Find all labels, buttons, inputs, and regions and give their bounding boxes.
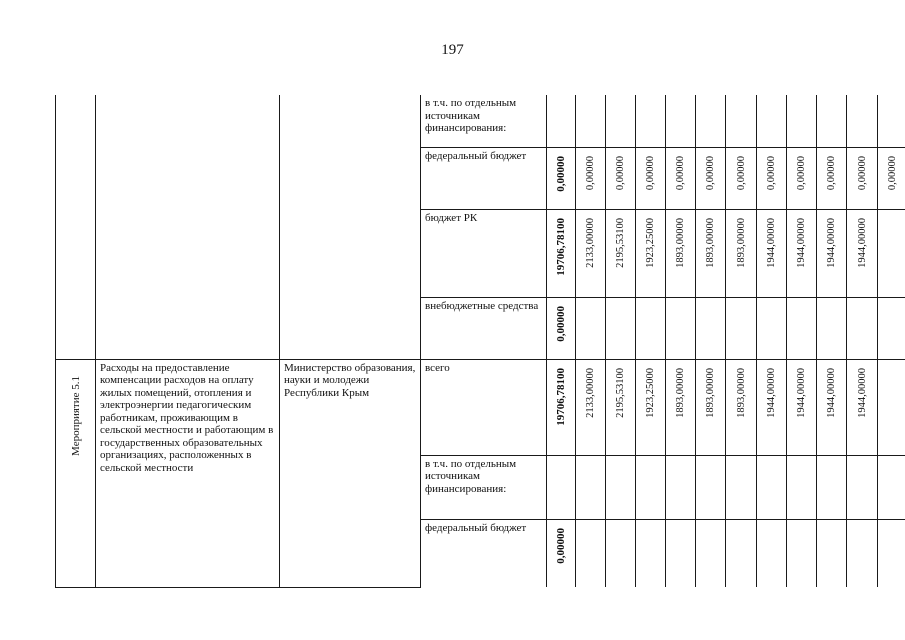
offbudget-label: внебюджетные средства	[425, 299, 539, 312]
federal-year-value: 0,00000	[735, 155, 747, 190]
rk-year-value: 1893,00000	[735, 217, 747, 268]
measure-year-value: 1944,00000	[796, 367, 807, 418]
table-row-measure-total	[56, 359, 905, 455]
rk-year-value: 1944,00000	[856, 217, 868, 268]
measure-year-value: 2195,53100	[615, 367, 626, 418]
offbudget-total: 0,00000	[555, 305, 567, 342]
measure-year-value: 1893,00000	[735, 367, 747, 418]
measure-cell-prev	[56, 95, 96, 359]
page-number: 197	[441, 42, 464, 58]
measure-year-value: 1944,00000	[766, 367, 777, 418]
measure-name: Мероприятие 5.1	[69, 375, 82, 456]
sources-label: в т.ч. по отдельным источникам финансирования:	[425, 97, 517, 134]
measure-executor: Министерство образования, науки и молодежи Республики Крым	[284, 361, 416, 399]
rk-year-value: 1893,00000	[705, 217, 716, 268]
measure-total-label: всего	[425, 361, 450, 374]
measure-year-value: 1893,00000	[705, 367, 716, 418]
measure-federal-label: федеральный бюджет	[425, 521, 527, 534]
federal-year-value: 0,00000	[887, 155, 898, 190]
rk-year-value: 1923,25000	[645, 217, 656, 268]
financing-table	[55, 95, 905, 588]
measure-total-value: 19706,78100	[555, 367, 567, 426]
federal-year-value: 0,00000	[856, 155, 868, 190]
rk-year-value: 2133,00000	[585, 217, 596, 268]
measure-federal-total: 0,00000	[555, 527, 567, 564]
measure-year-value: 2133,00000	[585, 367, 596, 418]
federal-year-value: 0,00000	[796, 155, 807, 190]
rk-year-value: 1944,00000	[826, 217, 837, 268]
federal-year-value: 0,00000	[766, 155, 777, 190]
federal-year-value: 0,00000	[645, 155, 656, 190]
rk-year-value: 1944,00000	[766, 217, 777, 268]
federal-year-value: 0,00000	[705, 155, 716, 190]
federal-total: 0,00000	[555, 155, 567, 192]
executor-cell-prev	[280, 95, 421, 359]
measure-year-value: 1944,00000	[856, 367, 868, 418]
rk-year-value: 2195,53100	[615, 217, 626, 268]
measure-year-value: 1923,25000	[645, 367, 656, 418]
federal-year-value: 0,00000	[585, 155, 596, 190]
federal-label: федеральный бюджет	[425, 149, 527, 162]
measure-description: Расходы на предоставление компенсации расходов на оплату жилых помещений, отопления и электроэнергии педагогическим работникам, проживающим в сельской местности и работающим в государственных образовательных организациях, расположенных в сельской местности	[100, 361, 274, 474]
rk-label: бюджет РК	[425, 211, 478, 224]
rk-total: 19706,78100	[555, 217, 567, 276]
measure-year-value: 1893,00000	[675, 367, 686, 418]
federal-year-value: 0,00000	[675, 155, 686, 190]
rk-year-value: 1893,00000	[675, 217, 686, 268]
measure-year-value: 1944,00000	[826, 367, 837, 418]
description-cell-prev	[96, 95, 280, 359]
federal-year-value: 0,00000	[615, 155, 626, 190]
federal-year-value: 0,00000	[826, 155, 837, 190]
measure-sources-label: в т.ч. по отдельным источникам финансирования:	[425, 457, 517, 495]
rk-year-value: 1944,00000	[796, 217, 807, 268]
table-row-sources-upper	[56, 95, 905, 147]
